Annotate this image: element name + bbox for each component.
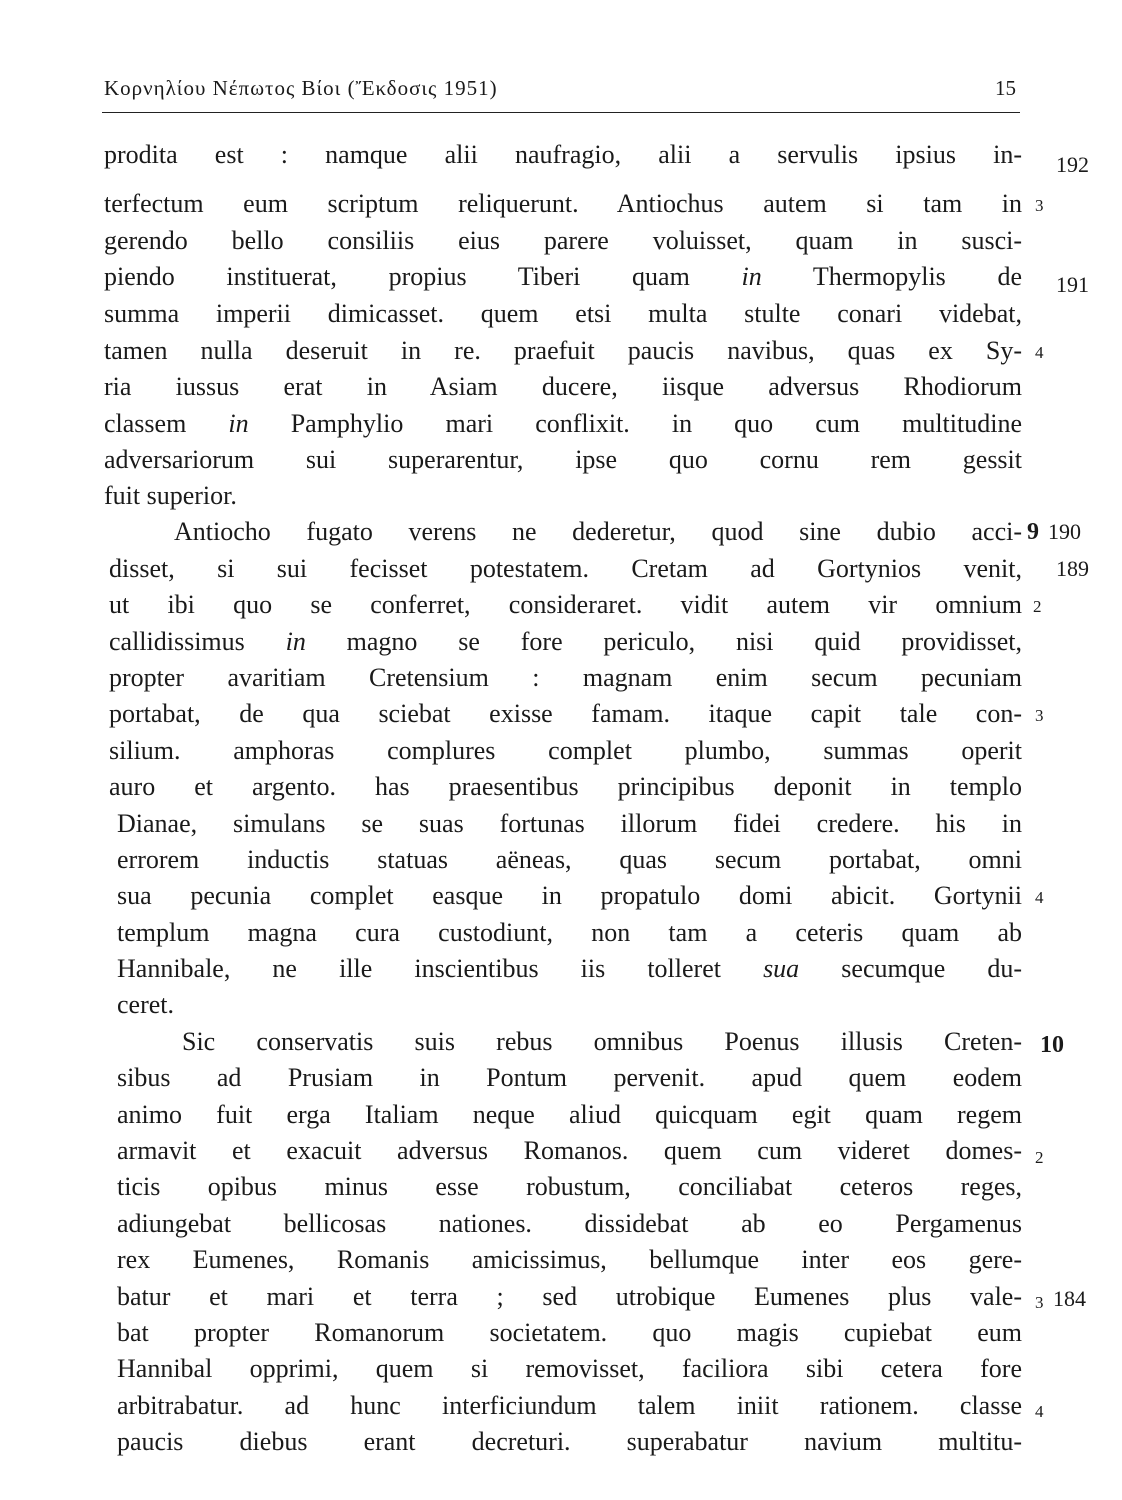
margin-section: 2 — [1033, 597, 1042, 616]
text-line: callidissimus in magno se fore periculo, nisi quid providisset, — [109, 627, 1022, 656]
text-line: propter avaritiam Cretensium : magnam enim secum pecuniam — [109, 663, 1022, 692]
page-number: 15 — [995, 76, 1016, 100]
text-line: errorem inductis statuas aëneas, quas secum portabat, omni — [117, 845, 1022, 874]
margin-year: 191 — [1056, 272, 1089, 297]
text-line: piendo instituerat, propius Tiberi quam in Thermopylis de — [104, 262, 1022, 291]
margin-year: 184 — [1053, 1286, 1086, 1311]
text-line: Sic conservatis suis rebus omnibus Poenus illusis Creten- — [182, 1027, 1022, 1056]
text-line: sibus ad Prusiam in Pontum pervenit. apud quem eodem — [117, 1063, 1022, 1092]
margin-chapter: 10 — [1040, 1032, 1064, 1058]
text-line: summa imperii dimicasset. quem etsi multa stulte conari videbat, — [104, 299, 1022, 328]
margin-section: 4 — [1035, 888, 1044, 907]
text-line: Hannibale, ne ille inscientibus iis tolleret sua secumque du- — [117, 954, 1022, 983]
text-line: disset, si sui fecisset potestatem. Cretam ad Gortynios venit, — [109, 554, 1022, 583]
margin-year: 190 — [1048, 519, 1081, 544]
header-rule — [102, 112, 1020, 113]
text-line: fuit superior. — [104, 481, 237, 510]
text-line: gerendo bello consiliis eius parere voluisset, quam in susci- — [104, 226, 1022, 255]
text-line: sua pecunia complet easque in propatulo domi abicit. Gortynii — [117, 881, 1022, 910]
text-line: tamen nulla deseruit in re. praefuit paucis navibus, quas ex Sy- — [104, 336, 1022, 365]
text-line: prodita est : namque alii naufragio, alii a servulis ipsius in- — [104, 140, 1022, 169]
text-line: paucis diebus erant decreturi. superabatur navium multitu- — [117, 1427, 1022, 1456]
text-line: ut ibi quo se conferret, consideraret. vidit autem vir omnium — [109, 590, 1022, 619]
text-line: arbitrabatur. ad hunc interficiundum talem iniit rationem. classe — [117, 1391, 1022, 1420]
margin-section: 3 — [1035, 196, 1044, 215]
margin-section: 3 — [1035, 706, 1044, 725]
margin-year: 192 — [1056, 152, 1089, 177]
text-line: ticis opibus minus esse robustum, conciliabat ceteros reges, — [117, 1172, 1022, 1201]
text-line: bat propter Romanorum societatem. quo magis cupiebat eum — [117, 1318, 1022, 1347]
text-line: classem in Pamphylio mari conflixit. in quo cum multitudine — [104, 409, 1022, 438]
text-line: animo fuit erga Italiam neque aliud quicquam egit quam regem — [117, 1100, 1022, 1129]
margin-chapter: 9 — [1027, 519, 1039, 545]
running-title: Κορνηλίου Νέπωτος Βίοι (Ἔκδοσις 1951) — [104, 76, 498, 100]
text-line: silium. amphoras complures complet plumbo, summas operit — [109, 736, 1022, 765]
margin-section: 4 — [1035, 1402, 1044, 1421]
text-line: batur et mari et terra ; sed utrobique Eumenes plus vale- — [117, 1282, 1022, 1311]
margin-section: 2 — [1035, 1148, 1044, 1167]
text-line: terfectum eum scriptum reliquerunt. Antiochus autem si tam in — [104, 189, 1022, 218]
text-line: rex Eumenes, Romanis amicissimus, bellumque inter eos gere- — [117, 1245, 1022, 1274]
text-line: armavit et exacuit adversus Romanos. quem cum videret domes- — [117, 1136, 1022, 1165]
margin-section: 3 — [1035, 1293, 1044, 1312]
text-line: Antiocho fugato verens ne dederetur, quod sine dubio acci- — [174, 517, 1022, 546]
text-line: Dianae, simulans se suas fortunas illorum fidei credere. his in — [117, 809, 1022, 838]
text-line: ceret. — [117, 990, 175, 1019]
text-line: ria iussus erat in Asiam ducere, iisque adversus Rhodiorum — [104, 372, 1022, 401]
text-line: Hannibal opprimi, quem si removisset, faciliora sibi cetera fore — [117, 1354, 1022, 1383]
text-line: portabat, de qua sciebat exisse famam. itaque capit tale con- — [109, 699, 1022, 728]
margin-section: 4 — [1035, 343, 1044, 362]
running-header — [104, 76, 1020, 104]
text-line: templum magna cura custodiunt, non tam a ceteris quam ab — [117, 918, 1022, 947]
margin-year: 189 — [1056, 556, 1089, 581]
text-line: auro et argento. has praesentibus principibus deponit in templo — [109, 772, 1022, 801]
text-line: adversariorum sui superarentur, ipse quo cornu rem gessit — [104, 445, 1022, 474]
text-line: adiungebat bellicosas nationes. dissidebat ab eo Pergamenus — [117, 1209, 1022, 1238]
